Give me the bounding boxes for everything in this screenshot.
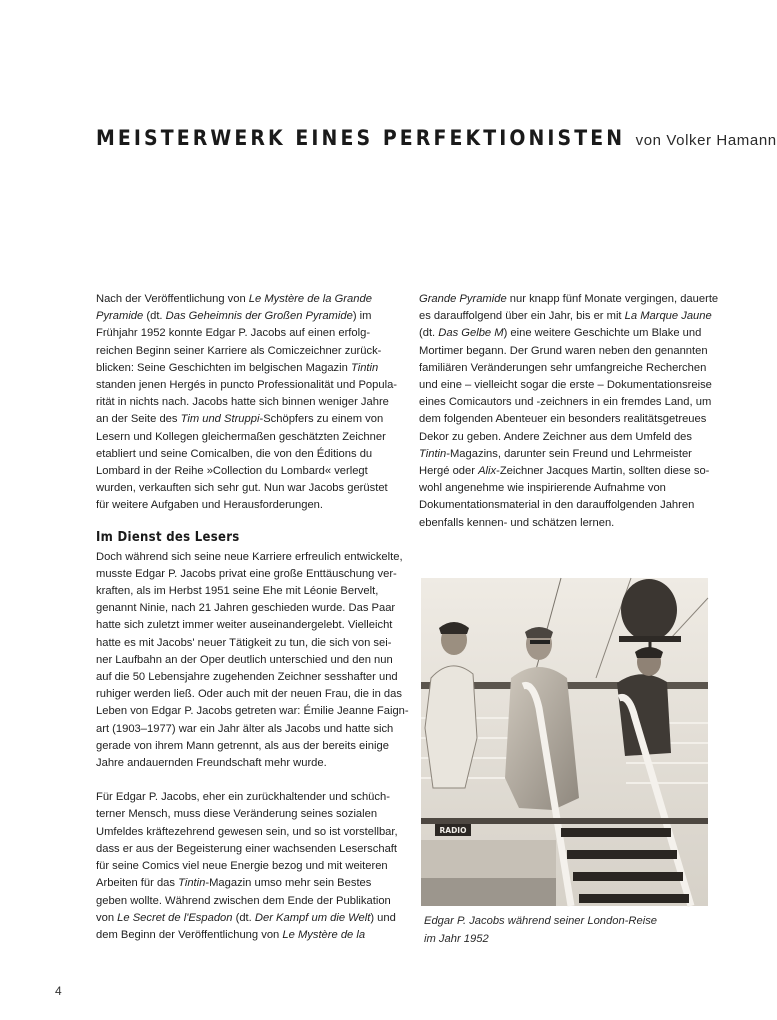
italic-title: Das Geheimnis der Großen Pyramide: [165, 310, 353, 323]
text-segment: (dt.: [143, 310, 166, 323]
text-line: [96, 686, 402, 703]
text-segment: Lesern und Kollegen gleichermaßen geschätzten Zeichner: [96, 430, 386, 443]
text-line: [96, 394, 396, 411]
text-line: [96, 566, 396, 583]
text-segment: Leben von Edgar P. Jacobs getreten war: Émilie Jeanne Faign-: [96, 705, 409, 718]
italic-title: Le Mystère de la Grande: [248, 293, 372, 305]
text-line: [419, 463, 719, 480]
text-segment: hatte es mit Jacobs' neuer Tätigkeit zu tun, die sich von sei-: [96, 636, 392, 649]
text-segment: wurden, verkauften sich sehr gut. Nun war Jacobs gerüstet: [96, 482, 388, 495]
text-segment: etabliert und seine Comicalben, die von den Éditions du: [96, 447, 373, 460]
text-segment: Lombard in der Reihe »Collection du Lombard« verlegt: [96, 465, 368, 478]
text-line: [96, 738, 396, 755]
italic-title: Grande Pyramide: [419, 293, 507, 305]
text-line: [419, 291, 719, 308]
text-line: [419, 411, 719, 428]
text-segment: Arbeiten für das: [96, 877, 179, 890]
text-segment: Nach der Veröffentlichung von: [96, 293, 249, 305]
text-line: [96, 893, 396, 910]
text-line: [96, 325, 396, 342]
text-segment: (dt.: [232, 911, 255, 924]
text-line: [419, 343, 719, 360]
italic-title: Tim und Struppi: [180, 413, 260, 426]
text-segment: für seine Comics viel neue Energie bezog und mit weiteren: [96, 860, 388, 873]
text-line: [96, 841, 396, 858]
text-line: [96, 343, 396, 360]
text-line: [96, 617, 396, 634]
text-segment: Dekor zu geben. Andere Zeichner aus dem Umfeld des: [419, 430, 693, 443]
text-segment: eines Comicautors und -zeichners in ein fremdes Land, um: [419, 396, 712, 409]
text-segment: -Schöpfers zu einem von: [259, 413, 384, 426]
text-line: [96, 806, 396, 823]
text-line: [419, 497, 719, 514]
text-segment: rität in nichts nach. Jacobs hatte sich binnen weniger Jahre: [96, 396, 389, 409]
text-segment: -Magazin umso mehr sein Bestes: [205, 877, 372, 890]
text-segment: genannt Ninie, nach 21 Jahren geschieden wurde. Das Paar: [96, 602, 396, 615]
text-line: [96, 927, 396, 944]
italic-title: Tintin: [350, 361, 379, 374]
text-segment: (dt.: [419, 327, 439, 340]
text-line: [419, 377, 719, 394]
text-line: [96, 910, 396, 927]
text-line: [419, 429, 719, 446]
text-line: [96, 480, 396, 497]
left-column: [96, 291, 409, 944]
photo-caption: [424, 912, 714, 948]
article-header: [96, 126, 777, 150]
text-segment: nur knapp fünf Monate vergingen, dauerte: [506, 293, 719, 305]
text-line: [96, 652, 396, 669]
text-segment: auf die 50 Lebensjahre zugehenden Zeichner sesshafter und: [96, 671, 398, 684]
text-segment: an der Seite des: [96, 413, 181, 426]
article-author: von Volker Hamann: [635, 132, 777, 149]
italic-title: Le Secret de l'Espadon: [117, 911, 233, 924]
section-paragraph-energy: [96, 789, 396, 944]
text-line: [96, 789, 396, 806]
text-segment: -Magazins, darunter sein Freund und Lehrmeister: [446, 447, 692, 460]
right-column: [419, 291, 719, 532]
text-line: [419, 480, 719, 497]
text-line: [96, 755, 396, 772]
text-segment: ) und: [370, 911, 396, 924]
italic-title: La Marque Jaune: [624, 310, 712, 323]
text-segment: Dokumentationsmaterial in den darauffolgenden Jahren: [419, 499, 695, 512]
text-segment: ruhiger werden ließ. Oder auch mit der neuen Frau, die in das: [96, 688, 402, 701]
text-line: [96, 600, 396, 617]
text-line: [96, 824, 396, 841]
italic-title: Le Mystère de la: [282, 928, 366, 941]
text-segment: dass er aus der Begeisterung einer wachsenden Leserschaft: [96, 842, 398, 855]
text-line: [419, 394, 719, 411]
text-segment: ner Laufbahn an der Oper deutlich unterschied und den nun: [96, 653, 393, 666]
text-segment: von: [96, 911, 118, 924]
text-segment: musste Edgar P. Jacobs privat eine große Enttäuschung ver-: [96, 567, 397, 580]
ship-deck-photo: [421, 578, 708, 906]
text-segment: Umfeldes kräftezehrend gewesen sein, und so ist vorstellbar,: [96, 825, 398, 838]
section-paragraph-marriage: [96, 549, 409, 773]
text-segment: ebenfalls kennen- und schätzen lernen.: [419, 516, 615, 529]
italic-title: Das Gelbe M: [438, 327, 504, 340]
italic-title: Pyramide: [96, 310, 144, 323]
text-segment: dem Beginn der Veröffentlichung von: [96, 928, 283, 941]
text-line: [96, 429, 396, 446]
text-segment: blicken: Seine Geschichten im belgischen Magazin: [96, 361, 351, 374]
text-line: [419, 515, 719, 532]
text-line: [96, 875, 396, 892]
italic-title: Der Kampf um die Welt: [254, 911, 371, 924]
photo-caption-line: im Jahr 1952: [424, 933, 489, 945]
radio-sign-text: RADIO: [439, 826, 467, 835]
text-segment: terner Mensch, muss diese Veränderung seines sozialen: [96, 808, 378, 821]
article-title: MEISTERWERK EINES PERFEKTIONISTEN: [96, 126, 626, 150]
text-segment: ) eine weitere Geschichte um Blake und: [503, 327, 702, 340]
photo-illustration: [421, 578, 708, 906]
text-line: [96, 721, 396, 738]
italic-title: Alix: [478, 465, 497, 478]
text-segment: hatte sich zuletzt immer weiter auseinandergelebt. Vielleicht: [96, 619, 393, 632]
text-line: [96, 858, 396, 875]
text-segment: reichen Beginn seiner Karriere als Comiczeichner zurück-: [96, 344, 382, 357]
text-segment: gerade von ihrem Mann getrennt, als aus der bereits einige: [96, 739, 389, 752]
text-segment: familiären Veränderungen sehr umfangreiche Recherchen: [419, 361, 707, 374]
text-segment: wohl angenehme wie inspirierende Aufnahme von: [419, 482, 666, 495]
text-segment: und eine – vielleicht sogar die erste – Dokumentationsreise: [419, 379, 712, 392]
text-line: [96, 360, 396, 377]
text-segment: Jahre andauernden Freundschaft mehr wurde.: [96, 757, 327, 770]
text-segment: geben wollte. Während zwischen dem Ende der Publikation: [96, 894, 391, 907]
italic-title: Tintin: [178, 877, 206, 890]
text-segment: dem folgenden Abenteuer ein besonders realitätsgetreues: [419, 413, 707, 426]
text-line: [96, 291, 396, 308]
text-segment: Frühjahr 1952 konnte Edgar P. Jacobs auf einen erfolg-: [96, 327, 371, 340]
text-segment: standen jenen Hergés in puncto Professionalität und Popula-: [96, 379, 398, 392]
text-line: [96, 497, 396, 514]
text-segment: kraften, als im Herbst 1951 seine Ehe mit Léonie Bervelt,: [96, 585, 379, 598]
text-line: [419, 446, 719, 463]
text-line: [96, 463, 396, 480]
text-segment: -Zeichner Jacques Martin, sollten diese so-: [496, 465, 710, 478]
text-line: [419, 325, 719, 342]
text-segment: es darauffolgend über ein Jahr, bis er mit: [419, 310, 625, 323]
text-line: [419, 308, 719, 325]
text-segment: Mortimer begann. Der Grund waren neben den genannten: [419, 344, 708, 357]
section-subheading: Im Dienst des Lesers: [96, 529, 240, 545]
text-line: [96, 308, 396, 325]
text-line: [96, 669, 396, 686]
text-line: [419, 360, 719, 377]
text-segment: für weitere Aufgaben und Herausforderungen.: [96, 499, 324, 512]
text-segment: Für Edgar P. Jacobs, eher ein zurückhaltender und schüch-: [96, 791, 390, 804]
text-segment: Hergé oder: [419, 465, 479, 478]
text-line: [96, 411, 396, 428]
page-number: 4: [55, 984, 62, 998]
text-segment: art (1903–1977) war ein Jahr älter als Jacobs und hatte sich: [96, 722, 394, 735]
continuation-paragraph: [419, 291, 719, 532]
text-line: [96, 635, 396, 652]
text-line: [96, 446, 396, 463]
text-line: [96, 703, 409, 720]
text-segment: Doch während sich seine neue Karriere erfreulich entwickelte,: [96, 550, 403, 563]
photo-caption-line: Edgar P. Jacobs während seiner London-Reise: [424, 915, 658, 927]
text-line: [96, 549, 403, 566]
intro-paragraph: [96, 291, 396, 515]
text-line: [96, 377, 396, 394]
italic-title: Tintin: [419, 447, 447, 460]
text-line: [96, 583, 396, 600]
text-segment: ) im: [352, 310, 372, 323]
